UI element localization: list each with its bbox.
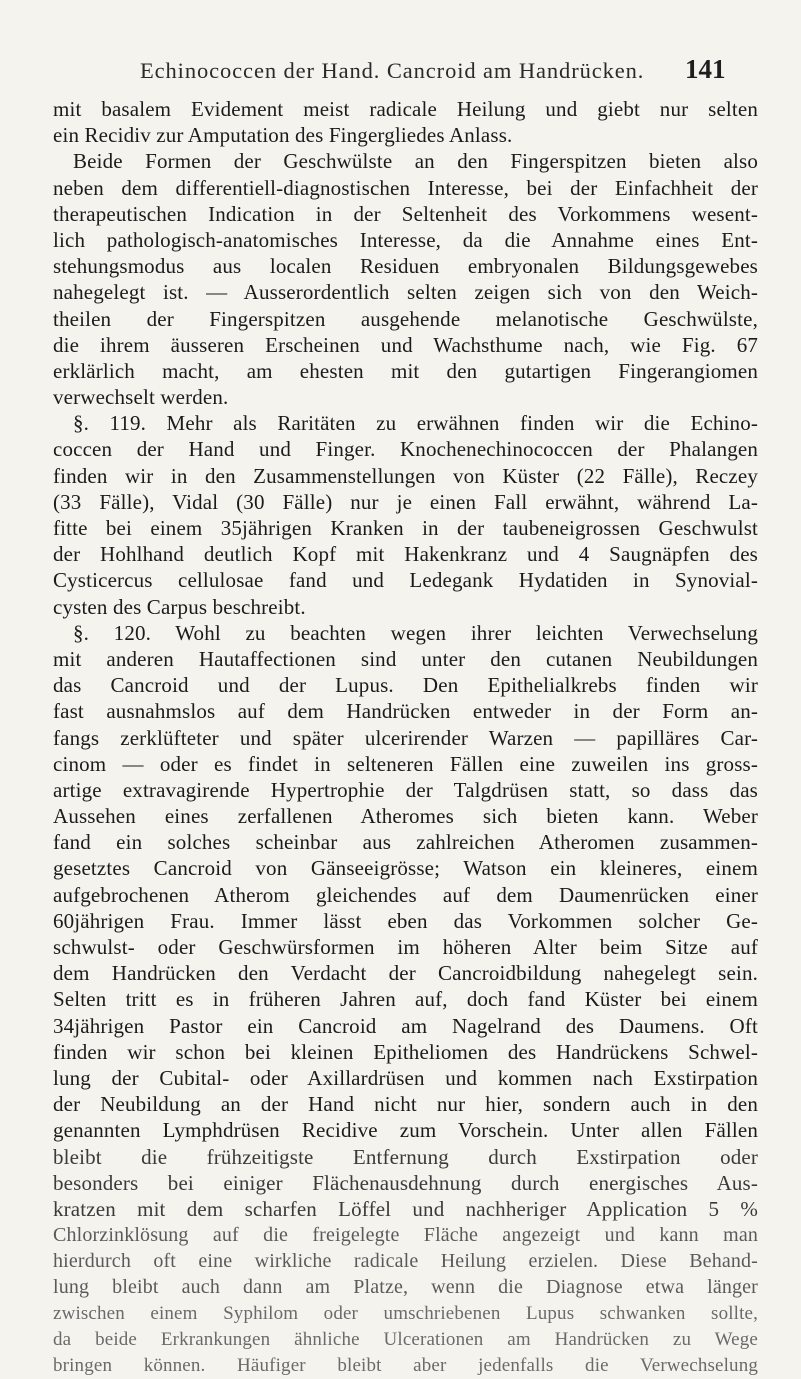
text-line: Chlorzinklösung auf die freigelegte Fläche angezeigt und kann man (53, 1224, 758, 1247)
running-head (0, 50, 801, 90)
text-line: §. 119. Mehr als Raritäten zu erwähnen finden wir die Echino- (73, 411, 758, 436)
text-line: aufgebrochenen Atherom gleichendes auf dem Daumenrücken einer (53, 882, 758, 907)
text-line: fangs zerklüfteter und später ulcerirender Warzen — papilläres Car- (53, 725, 758, 750)
text-line: coccen der Hand und Finger. Knochenechinococcen der Phalangen (53, 437, 758, 462)
text-line: Cysticercus cellulosae fand und Ledegank Hydatiden in Synovial- (53, 568, 758, 593)
text-line: 60jährigen Frau. Immer lässt eben das Vorkommen solcher Ge- (53, 908, 758, 933)
text-line: erklärlich macht, am ehesten mit den gutartigen Fingerangiomen (53, 358, 758, 383)
text-line: lung bleibt auch dann am Platze, wenn die Diagnose etwa länger (53, 1276, 758, 1299)
text-line: hierdurch oft eine wirkliche radicale Heilung erzielen. Diese Behand- (53, 1250, 758, 1273)
page-number: 141 (685, 54, 726, 84)
text-line: stehungsmodus aus localen Residuen embryonalen Bildungsgewebes (53, 254, 758, 279)
text-line: therapeutischen Indication in der Seltenheit des Vorkommens wesent- (53, 201, 758, 226)
text-line: der Neubildung an der Hand nicht nur hier, sondern auch in den (53, 1092, 758, 1117)
text-line: dem Handrücken den Verdacht der Cancroidbildung nahegelegt sein. (53, 961, 758, 986)
text-line: nahegelegt ist. — Ausserordentlich selten zeigen sich von den Weich- (53, 280, 758, 305)
text-line: zwischen einem Syphilom oder umschriebenen Lupus schwanken sollte, (53, 1302, 758, 1324)
text-line: bleibt die frühzeitigste Entfernung durch Exstirpation oder (53, 1144, 758, 1169)
text-line: mit anderen Hautaffectionen sind unter den cutanen Neubildungen (53, 646, 758, 671)
text-line: cinom — oder es findet in selteneren Fällen eine zuweilen ins gross- (53, 751, 758, 776)
text-line: §. 120. Wohl zu beachten wegen ihrer leichten Verwechselung (73, 620, 758, 645)
text-line: Aussehen eines zerfallenen Atheromes sich bieten kann. Weber (53, 804, 758, 829)
text-line: bringen können. Häufiger bleibt aber jedenfalls die Verwechselung (53, 1355, 758, 1376)
text-line: genannten Lymphdrüsen Recidive zum Vorschein. Unter allen Fällen (53, 1118, 758, 1143)
text-line: verwechselt werden. (53, 385, 229, 410)
text-line: 34jährigen Pastor ein Cancroid am Nagelrand des Daumens. Oft (53, 1013, 758, 1038)
text-line: neben dem differentiell-diagnostischen Interesse, bei der Einfachheit der (53, 175, 758, 200)
text-line: fast ausnahmslos auf dem Handrücken entweder in der Form an- (53, 699, 758, 724)
text-line: das Cancroid und der Lupus. Den Epithelialkrebs finden wir (53, 673, 758, 698)
text-line: artige extravagirende Hypertrophie der Talgdrüsen statt, so dass das (53, 777, 758, 802)
text-line: finden wir in den Zusammenstellungen von Küster (22 Fälle), Reczey (53, 463, 758, 488)
text-line: Selten tritt es in früheren Jahren auf, doch fand Küster bei einem (53, 987, 758, 1012)
text-line: die ihrem äusseren Erscheinen und Wachsthume nach, wie Fig. 67 (53, 332, 758, 357)
text-line: lung der Cubital- oder Axillardrüsen und kommen nach Exstirpation (53, 1065, 758, 1090)
text-line: mit basalem Evidement meist radicale Heilung und giebt nur selten (53, 97, 758, 121)
text-line: finden wir schon bei kleinen Epitheliomen des Handrückens Schwel- (53, 1039, 758, 1064)
text-line: Beide Formen der Geschwülste an den Fingerspitzen bieten also (73, 149, 758, 174)
text-line: da beide Erkrankungen ähnliche Ulcerationen am Handrücken zu Wege (53, 1328, 758, 1350)
text-line: kratzen mit dem scharfen Löffel und nachheriger Application 5 % (53, 1196, 758, 1221)
text-line: theilen der Fingerspitzen ausgehende melanotische Geschwülste, (53, 306, 758, 331)
text-line: gesetztes Cancroid von Gänseeigrösse; Watson ein kleineres, einem (53, 856, 758, 881)
text-line: besonders bei einiger Flächenausdehnung durch energisches Aus- (53, 1170, 758, 1195)
text-line: (33 Fälle), Vidal (30 Fälle) nur je einen Fall erwähnt, während La- (53, 489, 758, 514)
body-text (53, 96, 758, 1379)
text-line: fand ein solches scheinbar aus zahlreichen Atheromen zusammen- (53, 830, 758, 855)
text-line: cysten des Carpus beschreibt. (53, 594, 306, 619)
running-title: Echinococcen der Hand. Cancroid am Handrücken. (140, 58, 645, 83)
text-line: der Hohlhand deutlich Kopf mit Hakenkranz und 4 Saugnäpfen des (53, 542, 758, 567)
text-line: ein Recidiv zur Amputation des Fingergliedes Anlass. (53, 123, 513, 148)
text-line: schwulst- oder Geschwürsformen im höheren Alter beim Sitze auf (53, 935, 758, 959)
text-line: fitte bei einem 35jährigen Kranken in der taubeneigrossen Geschwulst (53, 516, 758, 540)
text-line: lich pathologisch-anatomisches Interesse, da die Annahme eines Ent- (53, 227, 758, 252)
